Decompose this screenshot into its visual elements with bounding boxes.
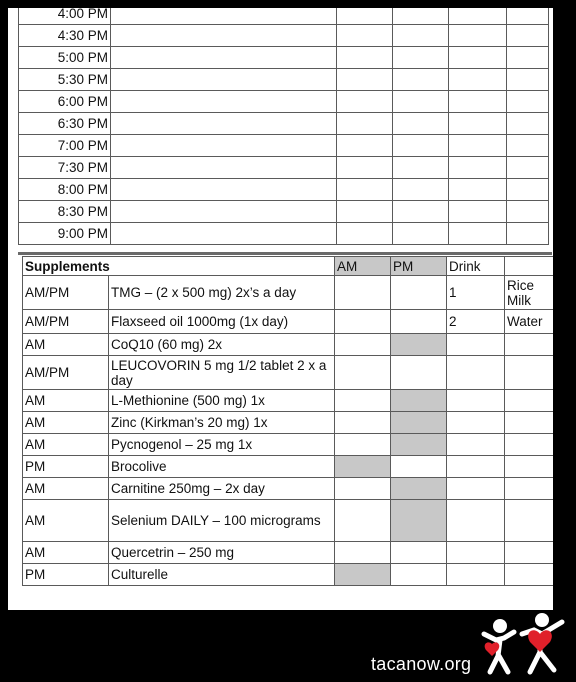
when-cell: AM <box>23 434 109 456</box>
table-row <box>23 434 554 456</box>
shaded-cell <box>391 434 447 456</box>
table-row <box>23 412 554 434</box>
drink-cell: Water <box>505 310 553 334</box>
when-cell: AM <box>23 334 109 356</box>
when-cell: PM <box>23 564 109 586</box>
table-row <box>19 157 549 179</box>
table-row <box>19 47 549 69</box>
supplement-name: L-Methionine (500 mg) 1x <box>109 390 335 412</box>
table-row <box>19 223 549 245</box>
shaded-cell <box>391 500 447 542</box>
supplement-name: Culturelle <box>109 564 335 586</box>
time-cell: 7:30 PM <box>19 157 111 179</box>
shaded-cell <box>391 334 447 356</box>
table-row <box>23 390 554 412</box>
time-schedule-table <box>18 8 549 245</box>
table-header-row <box>23 257 554 276</box>
time-cell: 9:00 PM <box>19 223 111 245</box>
table-row <box>23 500 554 542</box>
supplement-name: Flaxseed oil 1000mg (1x day) <box>109 310 335 334</box>
site-url[interactable]: tacanow.org <box>371 654 472 674</box>
time-cell: 4:00 PM <box>19 8 111 25</box>
table-row <box>19 113 549 135</box>
when-cell: AM/PM <box>23 276 109 310</box>
shaded-cell <box>391 478 447 500</box>
table-row <box>19 201 549 223</box>
pm-header: PM <box>391 257 447 276</box>
time-cell: 4:30 PM <box>19 25 111 47</box>
time-cell: 6:00 PM <box>19 91 111 113</box>
time-cell: 8:30 PM <box>19 201 111 223</box>
table-row <box>19 25 549 47</box>
supplement-name: Pycnogenol – 25 mg 1x <box>109 434 335 456</box>
supplement-name: Selenium DAILY – 100 micrograms <box>109 500 335 542</box>
table-row <box>23 564 554 586</box>
supplement-name: Zinc (Kirkman’s 20 mg) 1x <box>109 412 335 434</box>
table-row <box>23 310 554 334</box>
when-cell: AM <box>23 390 109 412</box>
time-cell: 5:00 PM <box>19 47 111 69</box>
table-row <box>23 478 554 500</box>
when-cell: AM <box>23 412 109 434</box>
table-row <box>23 276 554 310</box>
when-cell: AM <box>23 542 109 564</box>
shaded-cell <box>335 564 391 586</box>
table-row <box>19 69 549 91</box>
time-cell: 7:00 PM <box>19 135 111 157</box>
table-row <box>19 8 549 25</box>
section-divider <box>18 252 552 255</box>
supplement-name: CoQ10 (60 mg) 2x <box>109 334 335 356</box>
shaded-cell <box>391 390 447 412</box>
supplement-name: LEUCOVORIN 5 mg 1/2 tablet 2 x a day <box>109 356 335 390</box>
table-row <box>23 456 554 478</box>
supplement-name: Carnitine 250mg – 2x day <box>109 478 335 500</box>
table-row <box>23 356 554 390</box>
table-row <box>19 91 549 113</box>
two-figures-heart-logo-icon <box>478 612 568 678</box>
time-cell: 5:30 PM <box>19 69 111 91</box>
shaded-cell <box>391 412 447 434</box>
drink-number: 1 <box>447 276 505 310</box>
table-row <box>19 179 549 201</box>
drink-number: 2 <box>447 310 505 334</box>
drink-header: Drink <box>447 257 505 276</box>
table-row <box>23 334 554 356</box>
when-cell: AM <box>23 478 109 500</box>
time-cell: 6:30 PM <box>19 113 111 135</box>
supplements-table <box>22 256 553 586</box>
schedule-sheet <box>8 8 553 610</box>
when-cell: PM <box>23 456 109 478</box>
when-cell: AM <box>23 500 109 542</box>
table-row <box>19 135 549 157</box>
supplement-name: Quercetrin – 250 mg <box>109 542 335 564</box>
when-cell: AM/PM <box>23 310 109 334</box>
table-row <box>23 542 554 564</box>
time-cell: 8:00 PM <box>19 179 111 201</box>
supplement-name: Brocolive <box>109 456 335 478</box>
supplements-title: Supplements <box>23 257 335 276</box>
shaded-cell <box>335 456 391 478</box>
when-cell: AM/PM <box>23 356 109 390</box>
am-header: AM <box>335 257 391 276</box>
supplement-name: TMG – (2 x 500 mg) 2x’s a day <box>109 276 335 310</box>
drink-cell: Rice Milk <box>505 276 553 310</box>
